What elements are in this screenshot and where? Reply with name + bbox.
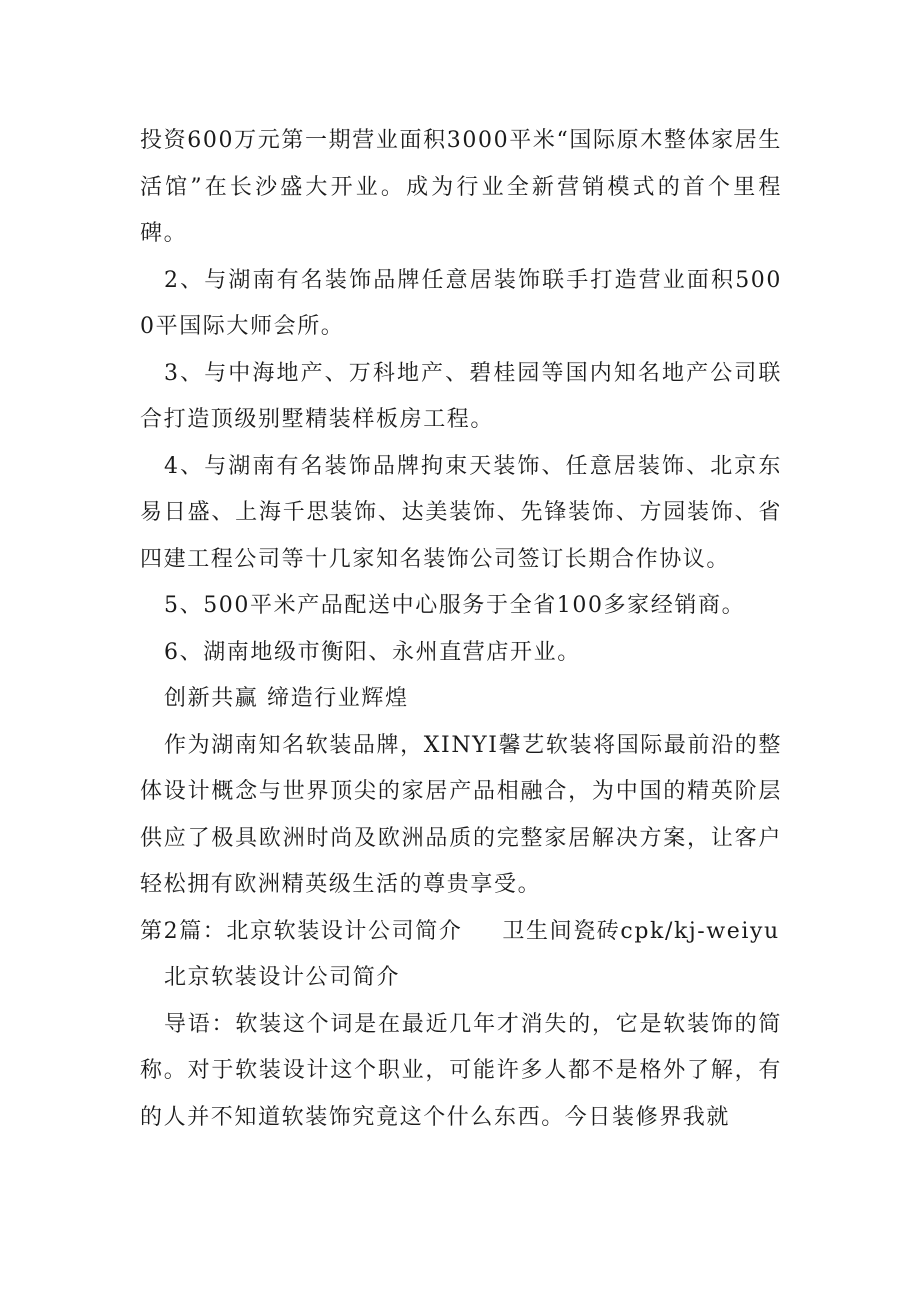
article-title: 北京软装设计公司简介 — [164, 965, 401, 990]
document-body — [140, 118, 782, 1141]
paragraph-item-3: 3、与中海地产、万科地产、碧桂园等国内知名地产公司联合打造顶级别墅精装样板房工程。 — [140, 360, 782, 432]
section-title-text: 第2篇：北京软装设计公司简介 — [140, 918, 463, 944]
paragraph-item-5: 5、500平米产品配送中心服务于全省100多家经销商。 — [164, 593, 746, 618]
paragraph-item-6: 6、湖南地级市衡阳、永州直营店开业。 — [164, 639, 581, 665]
paragraph-item-2: 2、与湖南有名装饰品牌任意居装饰联手打造营业面积5000平国际大师会所。 — [140, 267, 782, 339]
paragraph-intro: 导语：软装这个词是在最近几年才消失的，它是软装饰的简称。对于软装设计这个职业，可能许多人都不是格外了解，有的人并不知道软装饰究竟这个什么东西。今日装修界我就 — [140, 1011, 782, 1130]
section-title — [140, 909, 782, 956]
paragraph-item-4: 4、与湖南有名装饰品牌拘束天装饰、任意居装饰、北京东易日盛、上海千思装饰、达美装饰、先锋装饰、方园装饰、省四建工程公司等十几家知名装饰公司签订长期合作协议。 — [140, 453, 782, 572]
paragraph-opening: 投资600万元第一期营业面积3000平米“国际原木整体家居生活馆”在长沙盛大开业。成为行业全新营销模式的首个里程碑。 — [140, 128, 782, 246]
section-tag: 卫生间瓷砖cpk/kj-weiyu — [502, 918, 780, 944]
subheading-innovation: 创新共赢 缔造行业辉煌 — [164, 686, 409, 711]
paragraph-brand-intro: 作为湖南知名软装品牌，XINYI馨艺软装将国际最前沿的整体设计概念与世界顶尖的家居产品相融合，为中国的精英阶层供应了极具欧洲时尚及欧洲品质的完整家居解决方案，让客户轻松拥有欧洲精英级生活的尊贵享受。 — [140, 732, 782, 897]
